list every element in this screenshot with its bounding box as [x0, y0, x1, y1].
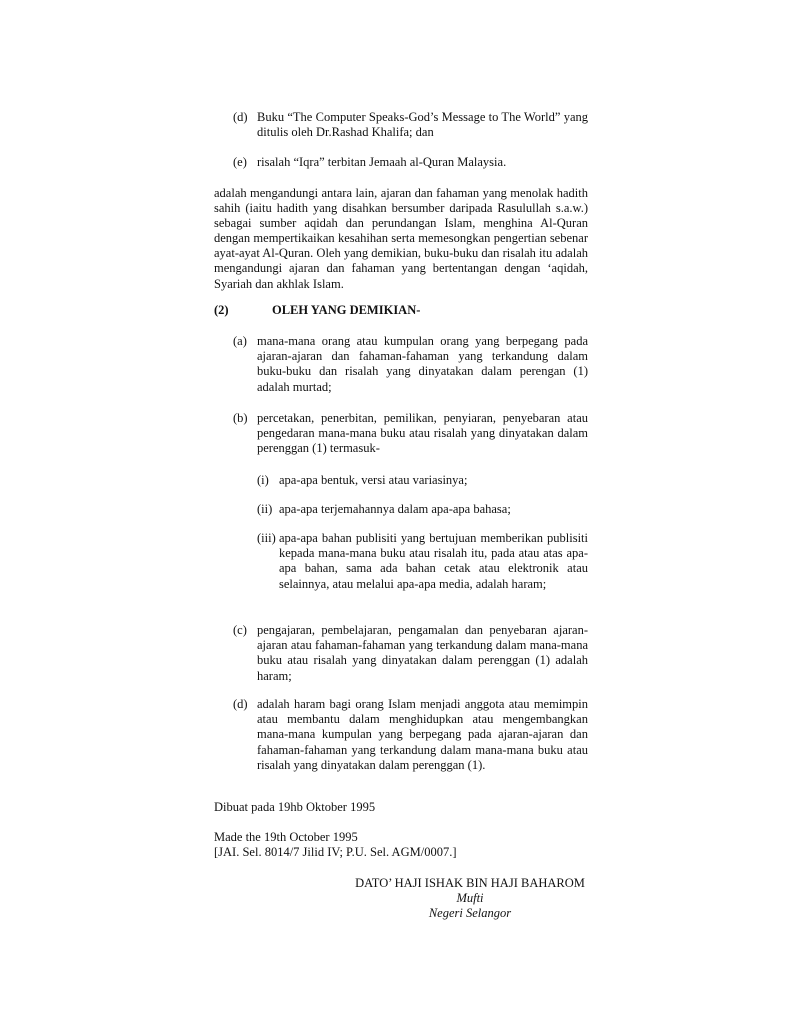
item-text: mana-mana orang atau kumpulan orang yang berpegang pada ajaran-ajaran dan fahaman-fahaman yang terkandung dalam buku-buku dan risalah yang dinyatakan dalam perengan (1) adalah murtad; — [257, 334, 588, 394]
item-label: (e) — [233, 155, 247, 169]
item-text: adalah haram bagi orang Islam menjadi anggota atau memimpin atau membantu dalam menghidupkan atau mengembangkan mana-mana kumpulan yang berpegang pada ajaran-ajaran dan fahaman-fahaman yang terkandung dalam mana-mana buku atau risalah yang dinyatakan dalam perenggan (1). — [257, 697, 588, 772]
list-item-c — [233, 623, 588, 684]
signatory-state: Negeri Selangor — [428, 906, 512, 920]
item-label: (a) — [233, 334, 247, 348]
gazette-reference: [JAI. Sel. 8014/7 Jilid IV; P.U. Sel. AGM/0007.] — [214, 845, 457, 859]
signatory-name: DATO’ HAJI ISHAK BIN HAJI BAHAROM — [355, 876, 585, 890]
signatory-title: Mufti — [456, 891, 484, 905]
list-item-b — [233, 411, 588, 457]
item-text: pengajaran, pembelajaran, pengamalan dan penyebaran ajaran-ajaran atau fahaman-fahaman yang terkandung dalam mana-mana buku atau risalah yang dinyatakan dalam perenggan (1) adalah haram; — [257, 623, 588, 683]
sub-item-iii — [257, 531, 588, 592]
list-item-e-preamble — [233, 155, 588, 170]
item-label: (d) — [233, 110, 248, 124]
list-item-a — [233, 334, 588, 395]
sub-item-ii — [257, 502, 588, 517]
section-number: (2) — [214, 303, 229, 317]
item-label: (ii) — [257, 502, 273, 516]
item-label: (c) — [233, 623, 247, 637]
item-text: apa-apa bahan publisiti yang bertujuan memberikan publisiti kepada mana-mana buku atau risalah itu, pada atau atas apa-apa bahan, sama ada bahan cetak atau elektronik atau selainnya, atau melalui apa-apa media, adalah haram; — [279, 531, 588, 591]
section-heading — [214, 303, 420, 318]
item-text: risalah “Iqra” terbitan Jemaah al-Quran Malaysia. — [257, 155, 507, 169]
list-item-d-preamble — [233, 110, 588, 140]
date-malay: Dibuat pada 19hb Oktober 1995 — [214, 800, 376, 814]
item-text: apa-apa terjemahannya dalam apa-apa bahasa; — [279, 502, 511, 516]
sub-item-i — [257, 473, 588, 488]
item-text: apa-apa bentuk, versi atau variasinya; — [279, 473, 468, 487]
item-text: percetakan, penerbitan, pemilikan, penyiaran, penyebaran atau pengedaran mana-mana buku atau risalah yang dinyatakan dalam perenggan (1) termasuk- — [257, 411, 588, 456]
date-english: Made the 19th October 1995 — [214, 830, 358, 844]
item-text: Buku “The Computer Speaks-God’s Message to The World” yang ditulis oleh Dr.Rashad Khalifa; dan — [257, 110, 588, 140]
section-title: OLEH YANG DEMIKIAN- — [272, 303, 421, 317]
item-label: (i) — [257, 473, 269, 487]
item-label: (iii) — [257, 531, 276, 545]
item-label: (b) — [233, 411, 248, 425]
body-paragraph: adalah mengandungi antara lain, ajaran dan fahaman yang menolak hadith sahih (iaitu hadith yang disahkan bersumber daripada Rasulullah s.a.w.) sebagai sumber aqidah dan perundangan Islam, menghina Al-Quran dengan mempertikaikan kesahihan serta memesongkan pengertian sebenar ayat-ayat Al-Quran. Oleh yang demikian, buku-buku dan risalah itu adalah mengandungi ajaran dan fahaman yang bertentangan dengan ‘aqidah, Syariah dan akhlak Islam. — [214, 186, 588, 291]
list-item-d — [233, 697, 588, 773]
item-label: (d) — [233, 697, 248, 711]
